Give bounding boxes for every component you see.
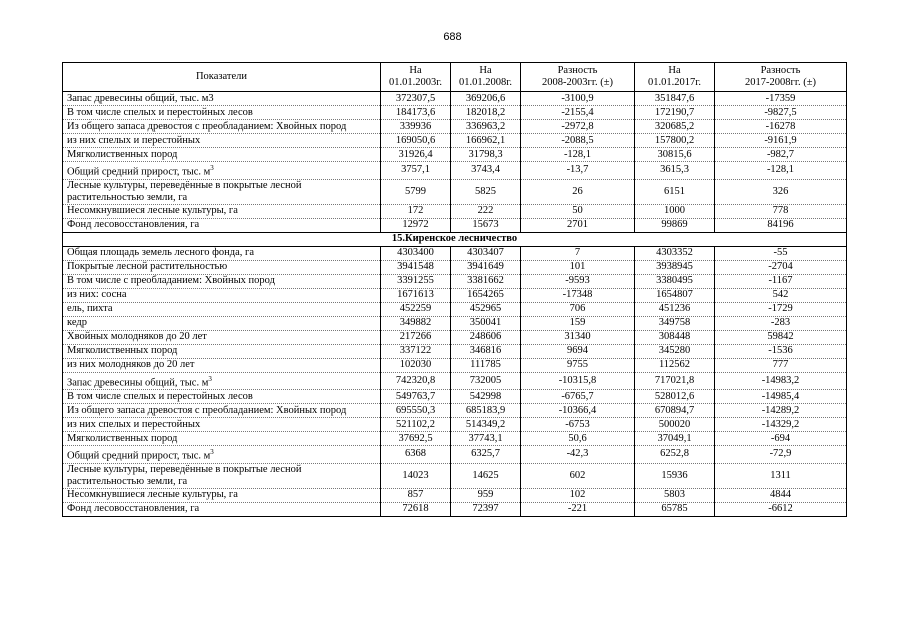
table-row: [63, 288, 847, 302]
row-label: Мягколиственных пород: [63, 148, 381, 162]
header-col4: На 01.01.2017г.: [635, 63, 715, 92]
row-value-col2: 732005: [451, 372, 521, 390]
row-value-col2: 1654265: [451, 288, 521, 302]
table-row: [63, 162, 847, 180]
row-value-col1: 14023: [381, 463, 451, 488]
row-value-col2: 15673: [451, 218, 521, 232]
row-value-col2: 3743,4: [451, 162, 521, 180]
row-value-col1: 72618: [381, 502, 451, 516]
row-value-col3: -3100,9: [521, 92, 635, 106]
row-label: из них: сосна: [63, 288, 381, 302]
row-value-col3: -6765,7: [521, 390, 635, 404]
row-label: Несомкнувшиеся лесные культуры, га: [63, 204, 381, 218]
row-label: Несомкнувшиеся лесные культуры, га: [63, 488, 381, 502]
row-value-col2: 4303407: [451, 246, 521, 260]
row-value-col5: 1311: [715, 463, 847, 488]
table-row: [63, 218, 847, 232]
row-label: В том числе спелых и перестойных лесов: [63, 390, 381, 404]
row-label: Лесные культуры, переведённые в покрытые лесной растительностью земли, га: [63, 463, 381, 488]
row-label: Общая площадь земель лесного фонда, га: [63, 246, 381, 260]
row-value-col3: -42,3: [521, 446, 635, 464]
row-value-col3: -9593: [521, 274, 635, 288]
row-value-col5: -1536: [715, 344, 847, 358]
row-value-col2: 350041: [451, 316, 521, 330]
row-value-col4: 6151: [635, 179, 715, 204]
table-row: [63, 502, 847, 516]
row-value-col5: -2704: [715, 260, 847, 274]
table-row: [63, 302, 847, 316]
row-value-col5: -982,7: [715, 148, 847, 162]
row-value-col4: 351847,6: [635, 92, 715, 106]
row-value-col4: 3938945: [635, 260, 715, 274]
row-value-col2: 5825: [451, 179, 521, 204]
row-value-col4: 172190,7: [635, 106, 715, 120]
row-value-col1: 337122: [381, 344, 451, 358]
row-label: Запас древесины общий, тыс. $м^3$: [63, 372, 381, 390]
row-value-col5: 59842: [715, 330, 847, 344]
row-value-col3: 602: [521, 463, 635, 488]
row-value-col4: 349758: [635, 316, 715, 330]
row-value-col5: 326: [715, 179, 847, 204]
table-row: [63, 134, 847, 148]
row-value-col1: 217266: [381, 330, 451, 344]
header-col5: Разность 2017-2008гг. (±): [715, 63, 847, 92]
row-value-col1: 37692,5: [381, 432, 451, 446]
row-label: Хвойных молодняков до 20 лет: [63, 330, 381, 344]
row-value-col3: 50: [521, 204, 635, 218]
row-value-col5: -1167: [715, 274, 847, 288]
row-value-col4: 1000: [635, 204, 715, 218]
table-row: [63, 260, 847, 274]
row-value-col5: 4844: [715, 488, 847, 502]
row-value-col2: 31798,3: [451, 148, 521, 162]
table-row: [63, 344, 847, 358]
row-value-col2: 959: [451, 488, 521, 502]
row-value-col3: 50,6: [521, 432, 635, 446]
row-value-col2: 166962,1: [451, 134, 521, 148]
row-value-col1: 4303400: [381, 246, 451, 260]
row-value-col2: 37743,1: [451, 432, 521, 446]
row-value-col4: 1654807: [635, 288, 715, 302]
row-value-col3: -221: [521, 502, 635, 516]
row-value-col1: 372307,5: [381, 92, 451, 106]
row-value-col1: 6368: [381, 446, 451, 464]
table-row: [63, 246, 847, 260]
row-value-col1: 339936: [381, 120, 451, 134]
row-label: Покрытые лесной растительностью: [63, 260, 381, 274]
row-value-col2: 182018,2: [451, 106, 521, 120]
row-value-col1: 452259: [381, 302, 451, 316]
row-value-col5: -283: [715, 316, 847, 330]
section-header-row: [63, 232, 847, 246]
table-row: [63, 204, 847, 218]
row-value-col4: 500020: [635, 418, 715, 432]
row-value-col4: 3380495: [635, 274, 715, 288]
row-label: Лесные культуры, переведённые в покрытые лесной растительностью земли, га: [63, 179, 381, 204]
row-value-col1: 12972: [381, 218, 451, 232]
row-value-col1: 5799: [381, 179, 451, 204]
row-value-col3: -17348: [521, 288, 635, 302]
row-value-col3: -2972,8: [521, 120, 635, 134]
table-row: [63, 488, 847, 502]
row-value-col4: 308448: [635, 330, 715, 344]
row-value-col3: 31340: [521, 330, 635, 344]
row-value-col1: 857: [381, 488, 451, 502]
row-value-col2: 346816: [451, 344, 521, 358]
row-value-col4: 451236: [635, 302, 715, 316]
section-title: 15.Киренское лесничество: [63, 232, 847, 246]
table-body: [63, 92, 847, 517]
row-value-col3: -2155,4: [521, 106, 635, 120]
row-value-col2: 14625: [451, 463, 521, 488]
row-value-col1: 172: [381, 204, 451, 218]
row-value-col4: 37049,1: [635, 432, 715, 446]
header-col3: Разность 2008-2003гг. (±): [521, 63, 635, 92]
table-row: [63, 120, 847, 134]
row-value-col4: 4303352: [635, 246, 715, 260]
row-value-col2: 685183,9: [451, 404, 521, 418]
row-value-col4: 112562: [635, 358, 715, 372]
row-label: кедр: [63, 316, 381, 330]
table-row: [63, 358, 847, 372]
row-value-col4: 6252,8: [635, 446, 715, 464]
table-row: [63, 92, 847, 106]
row-value-col5: -1729: [715, 302, 847, 316]
row-value-col1: 349882: [381, 316, 451, 330]
row-label: Фонд лесовосстановления, га: [63, 218, 381, 232]
row-value-col5: -14289,2: [715, 404, 847, 418]
table-row: [63, 418, 847, 432]
row-label: из них молодняков до 20 лет: [63, 358, 381, 372]
row-value-col5: -14983,2: [715, 372, 847, 390]
row-value-col4: 99869: [635, 218, 715, 232]
row-value-col3: 101: [521, 260, 635, 274]
table-row: [63, 404, 847, 418]
header-col2: На 01.01.2008г.: [451, 63, 521, 92]
row-value-col1: 3941548: [381, 260, 451, 274]
row-value-col1: 3391255: [381, 274, 451, 288]
row-value-col5: -128,1: [715, 162, 847, 180]
table-row: [63, 390, 847, 404]
row-value-col2: 3941649: [451, 260, 521, 274]
row-value-col4: 30815,6: [635, 148, 715, 162]
row-value-col5: -17359: [715, 92, 847, 106]
row-value-col1: 31926,4: [381, 148, 451, 162]
table-row: [63, 446, 847, 464]
row-value-col4: 320685,2: [635, 120, 715, 134]
forestry-table: [62, 62, 847, 517]
header-indicator: Показатели: [63, 63, 381, 92]
page-number: 688: [443, 31, 462, 43]
row-value-col5: -14329,2: [715, 418, 847, 432]
row-value-col3: -2088,5: [521, 134, 635, 148]
row-value-col5: 542: [715, 288, 847, 302]
row-value-col3: -10315,8: [521, 372, 635, 390]
row-value-col1: 742320,8: [381, 372, 451, 390]
row-value-col3: -10366,4: [521, 404, 635, 418]
row-value-col3: -6753: [521, 418, 635, 432]
row-value-col2: 111785: [451, 358, 521, 372]
row-value-col4: 3615,3: [635, 162, 715, 180]
row-value-col4: 65785: [635, 502, 715, 516]
row-value-col5: 778: [715, 204, 847, 218]
row-label: ель, пихта: [63, 302, 381, 316]
row-value-col5: 777: [715, 358, 847, 372]
row-value-col5: -72,9: [715, 446, 847, 464]
row-value-col3: -128,1: [521, 148, 635, 162]
row-label: В том числе с преобладанием: Хвойных пород: [63, 274, 381, 288]
table-row: [63, 316, 847, 330]
row-value-col2: 248606: [451, 330, 521, 344]
row-value-col5: -55: [715, 246, 847, 260]
row-label: Фонд лесовосстановления, га: [63, 502, 381, 516]
table-row: [63, 274, 847, 288]
row-value-col1: 3757,1: [381, 162, 451, 180]
row-label: Общий средний прирост, тыс. $м^3$: [63, 446, 381, 464]
row-value-col5: -14985,4: [715, 390, 847, 404]
row-value-col5: 84196: [715, 218, 847, 232]
table-row: [63, 463, 847, 488]
row-label: Из общего запаса древостоя с преобладанием: Хвойных пород: [63, 120, 381, 134]
row-value-col3: 7: [521, 246, 635, 260]
row-label: Мягколиственных пород: [63, 344, 381, 358]
row-value-col1: 169050,6: [381, 134, 451, 148]
row-value-col2: 3381662: [451, 274, 521, 288]
row-value-col1: 549763,7: [381, 390, 451, 404]
row-label: из них спелых и перестойных: [63, 134, 381, 148]
row-value-col1: 184173,6: [381, 106, 451, 120]
row-value-col3: 9694: [521, 344, 635, 358]
row-value-col3: 159: [521, 316, 635, 330]
row-value-col2: 72397: [451, 502, 521, 516]
row-value-col1: 521102,2: [381, 418, 451, 432]
table-row: [63, 432, 847, 446]
row-label: В том числе спелых и перестойных лесов: [63, 106, 381, 120]
row-value-col2: 514349,2: [451, 418, 521, 432]
row-label: из них спелых и перестойных: [63, 418, 381, 432]
row-value-col4: 157800,2: [635, 134, 715, 148]
row-value-col5: -6612: [715, 502, 847, 516]
row-value-col3: 2701: [521, 218, 635, 232]
header-col1: На 01.01.2003г.: [381, 63, 451, 92]
row-value-col5: -694: [715, 432, 847, 446]
row-value-col1: 102030: [381, 358, 451, 372]
row-value-col4: 717021,8: [635, 372, 715, 390]
row-label: Запас древесины общий, тыс. м3: [63, 92, 381, 106]
row-value-col5: -16278: [715, 120, 847, 134]
table-row: [63, 330, 847, 344]
row-value-col5: -9161,9: [715, 134, 847, 148]
row-value-col4: 5803: [635, 488, 715, 502]
row-value-col1: 1671613: [381, 288, 451, 302]
row-value-col5: -9827,5: [715, 106, 847, 120]
row-value-col3: 102: [521, 488, 635, 502]
table-row: [63, 106, 847, 120]
row-value-col2: 542998: [451, 390, 521, 404]
row-value-col2: 369206,6: [451, 92, 521, 106]
row-label: Мягколиственных пород: [63, 432, 381, 446]
row-label: Из общего запаса древостоя с преобладанием: Хвойных пород: [63, 404, 381, 418]
row-value-col1: 695550,3: [381, 404, 451, 418]
row-value-col4: 15936: [635, 463, 715, 488]
row-value-col3: -13,7: [521, 162, 635, 180]
row-value-col2: 336963,2: [451, 120, 521, 134]
table-row: [63, 372, 847, 390]
row-value-col4: 528012,6: [635, 390, 715, 404]
row-value-col4: 345280: [635, 344, 715, 358]
row-value-col3: 26: [521, 179, 635, 204]
row-label: Общий средний прирост, тыс. $м^3$: [63, 162, 381, 180]
row-value-col4: 670894,7: [635, 404, 715, 418]
row-value-col3: 9755: [521, 358, 635, 372]
table-header-row: [63, 63, 847, 92]
row-value-col2: 6325,7: [451, 446, 521, 464]
row-value-col3: 706: [521, 302, 635, 316]
table-row: [63, 179, 847, 204]
row-value-col2: 452965: [451, 302, 521, 316]
table-row: [63, 148, 847, 162]
row-value-col2: 222: [451, 204, 521, 218]
